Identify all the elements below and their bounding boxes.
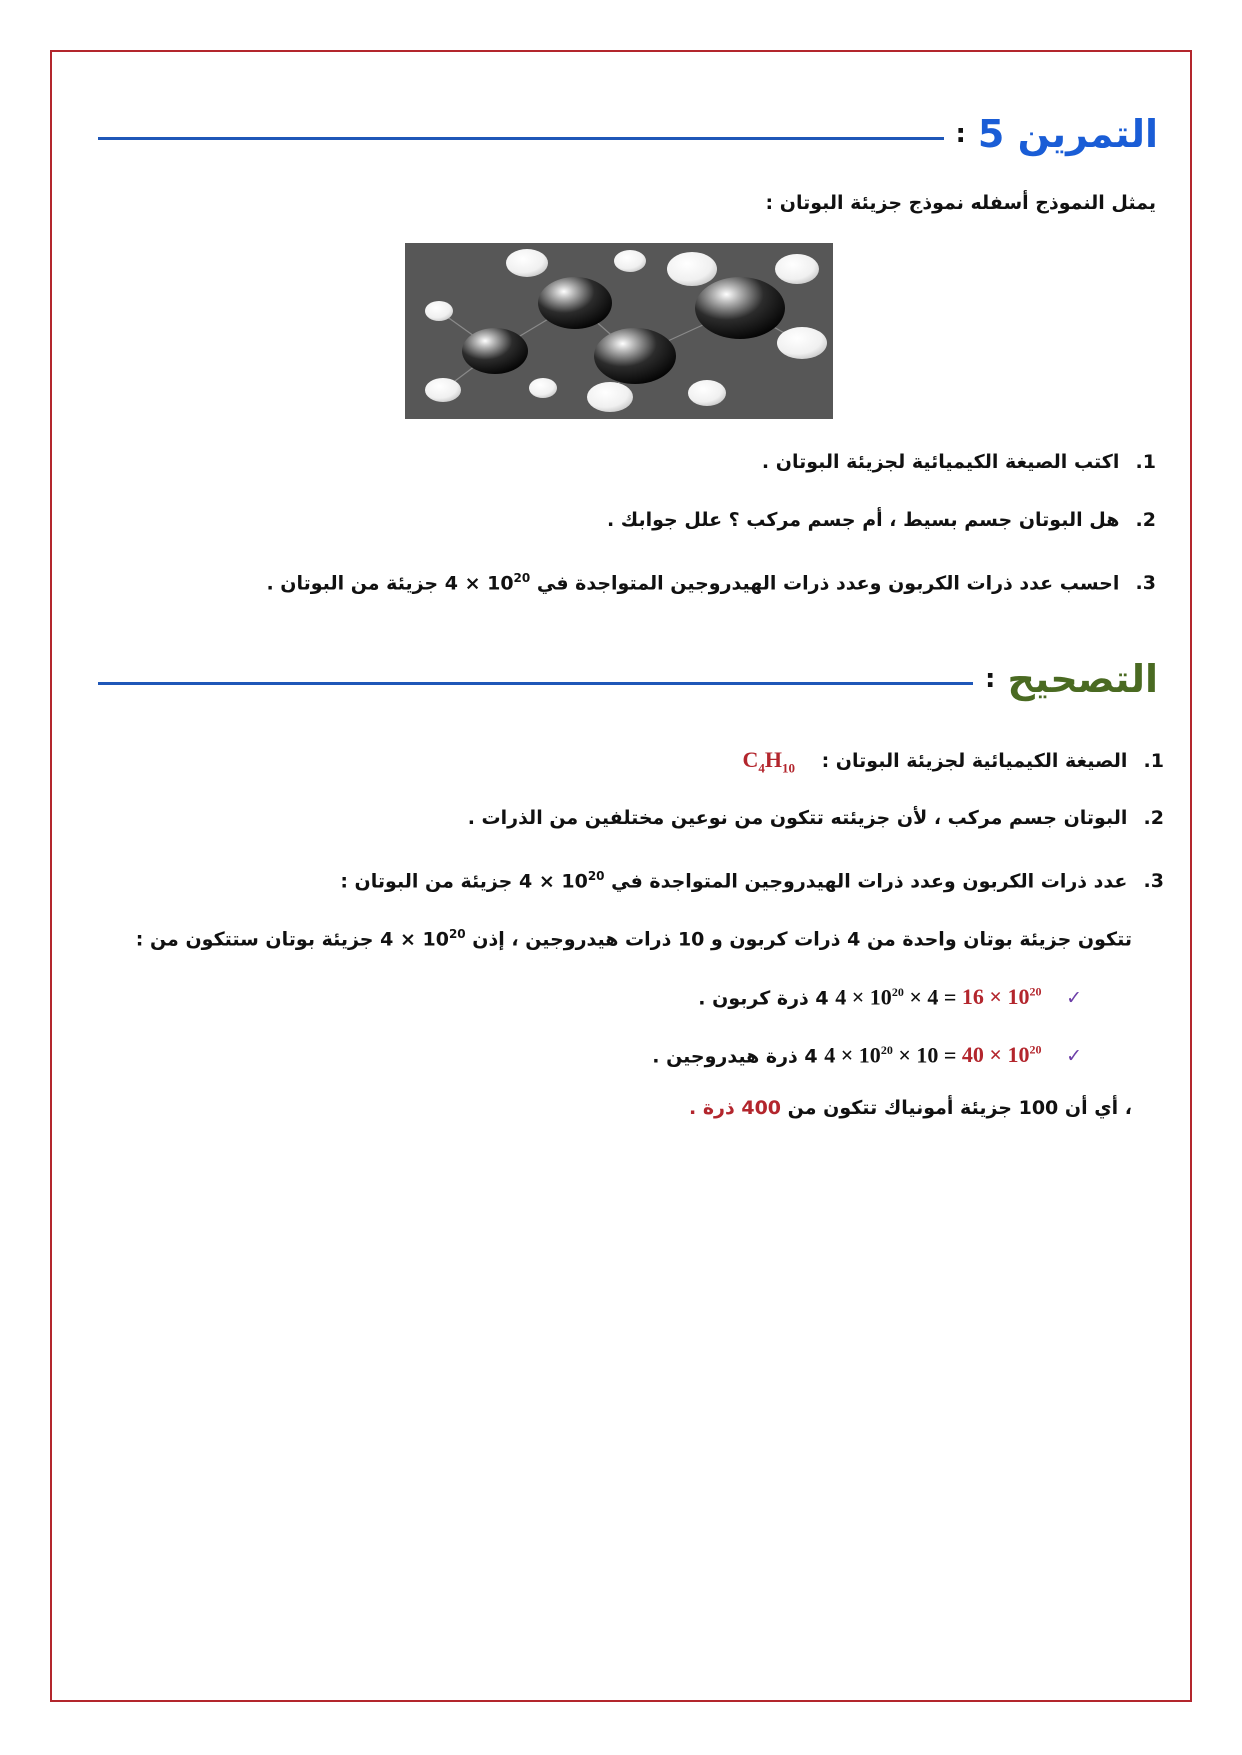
question-text: هل البوتان جسم بسيط ، أم جسم مركب ؟ علل جوابك .: [606, 509, 1120, 531]
correction-item-3: [340, 861, 1164, 896]
correction-item-1: [742, 745, 1164, 783]
butane-molecule-model: [405, 243, 833, 419]
butane-molecule-illustration: [405, 243, 833, 419]
question-text: اكتب الصيغة الكيميائية لجزيئة البوتان .: [761, 451, 1120, 473]
hydrogen-equation: $4 \times 10^{20} \times 10 = 40 \times 10^{20}$: [824, 1042, 1042, 1068]
question-number: 2.: [1135, 509, 1156, 531]
item-number: 2.: [1143, 807, 1164, 829]
correction-item-2: [468, 803, 1164, 833]
question-2: [607, 505, 1156, 535]
butane-formula: $C_4H_{10}$: [742, 747, 795, 776]
exercise-title: التمرين 5: [977, 112, 1158, 156]
item-text: عدد ذرات الكربون وعدد ذرات الهيدروجين المتواجدة في: [611, 870, 1128, 893]
quantity: $4 \times 10^{20}$: [380, 927, 466, 951]
correction-title-separator: :: [985, 664, 996, 694]
carbon-equation: $4 \times 10^{20} \times 4 = 16 \times 10^{20}$: [835, 984, 1042, 1010]
quantity: $4 \times 10^{20}$: [519, 869, 605, 893]
exercise-title-separator: :: [955, 119, 966, 149]
question-1: [762, 447, 1156, 477]
exercise-heading: [98, 106, 1158, 162]
item-text: الصيغة الكيميائية لجزيئة البوتان :: [821, 750, 1128, 772]
question-number: 1.: [1135, 451, 1156, 473]
correction-conclusion: ، أي أن 100 جزيئة أمونياك تتكون من 400 ذرة .: [689, 1097, 1132, 1119]
item-number: 1.: [1143, 750, 1164, 772]
correction-explanation: تتكون جزيئة بوتان واحدة من 4 ذرات كربون و 10 ذرات هيدروجين ، إذن $4 \times 10^{20}$ جزيئة بوتان ستتكون من :: [136, 919, 1132, 954]
correction-heading: [98, 651, 1158, 707]
item-text-after: جزيئة من البوتان :: [340, 870, 513, 893]
correction-heading-rule: [98, 682, 973, 685]
question-text: احسب عدد ذرات الكربون وعدد ذرات الهيدروجين المتواجدة في: [536, 572, 1120, 595]
check-icon: ✓: [1066, 1045, 1082, 1068]
question-3: [266, 563, 1156, 598]
exercise-heading-rule: [98, 137, 944, 140]
carbon-label: 4 ذرة كربون .: [698, 987, 829, 1010]
quantity: $4 \times 10^{20}$: [444, 571, 531, 595]
question-text-after: جزيئة من البوتان .: [266, 572, 439, 595]
question-number: 3.: [1135, 572, 1156, 595]
hydrogen-calculation: [652, 1035, 1082, 1071]
carbon-calculation: [698, 977, 1082, 1013]
hydrogen-label: 4 ذرة هيدروجين .: [652, 1045, 818, 1068]
exercise-intro: يمثل النموذج أسفله نموذج جزيئة البوتان :: [765, 192, 1156, 214]
conclusion-highlight: 400 ذرة .: [689, 1097, 782, 1119]
correction-title: التصحيح: [1007, 657, 1158, 701]
item-text: البوتان جسم مركب ، لأن جزيئته تتكون من نوعين مختلفين من الذرات .: [467, 807, 1128, 829]
item-number: 3.: [1143, 870, 1164, 893]
check-icon: ✓: [1066, 987, 1082, 1010]
